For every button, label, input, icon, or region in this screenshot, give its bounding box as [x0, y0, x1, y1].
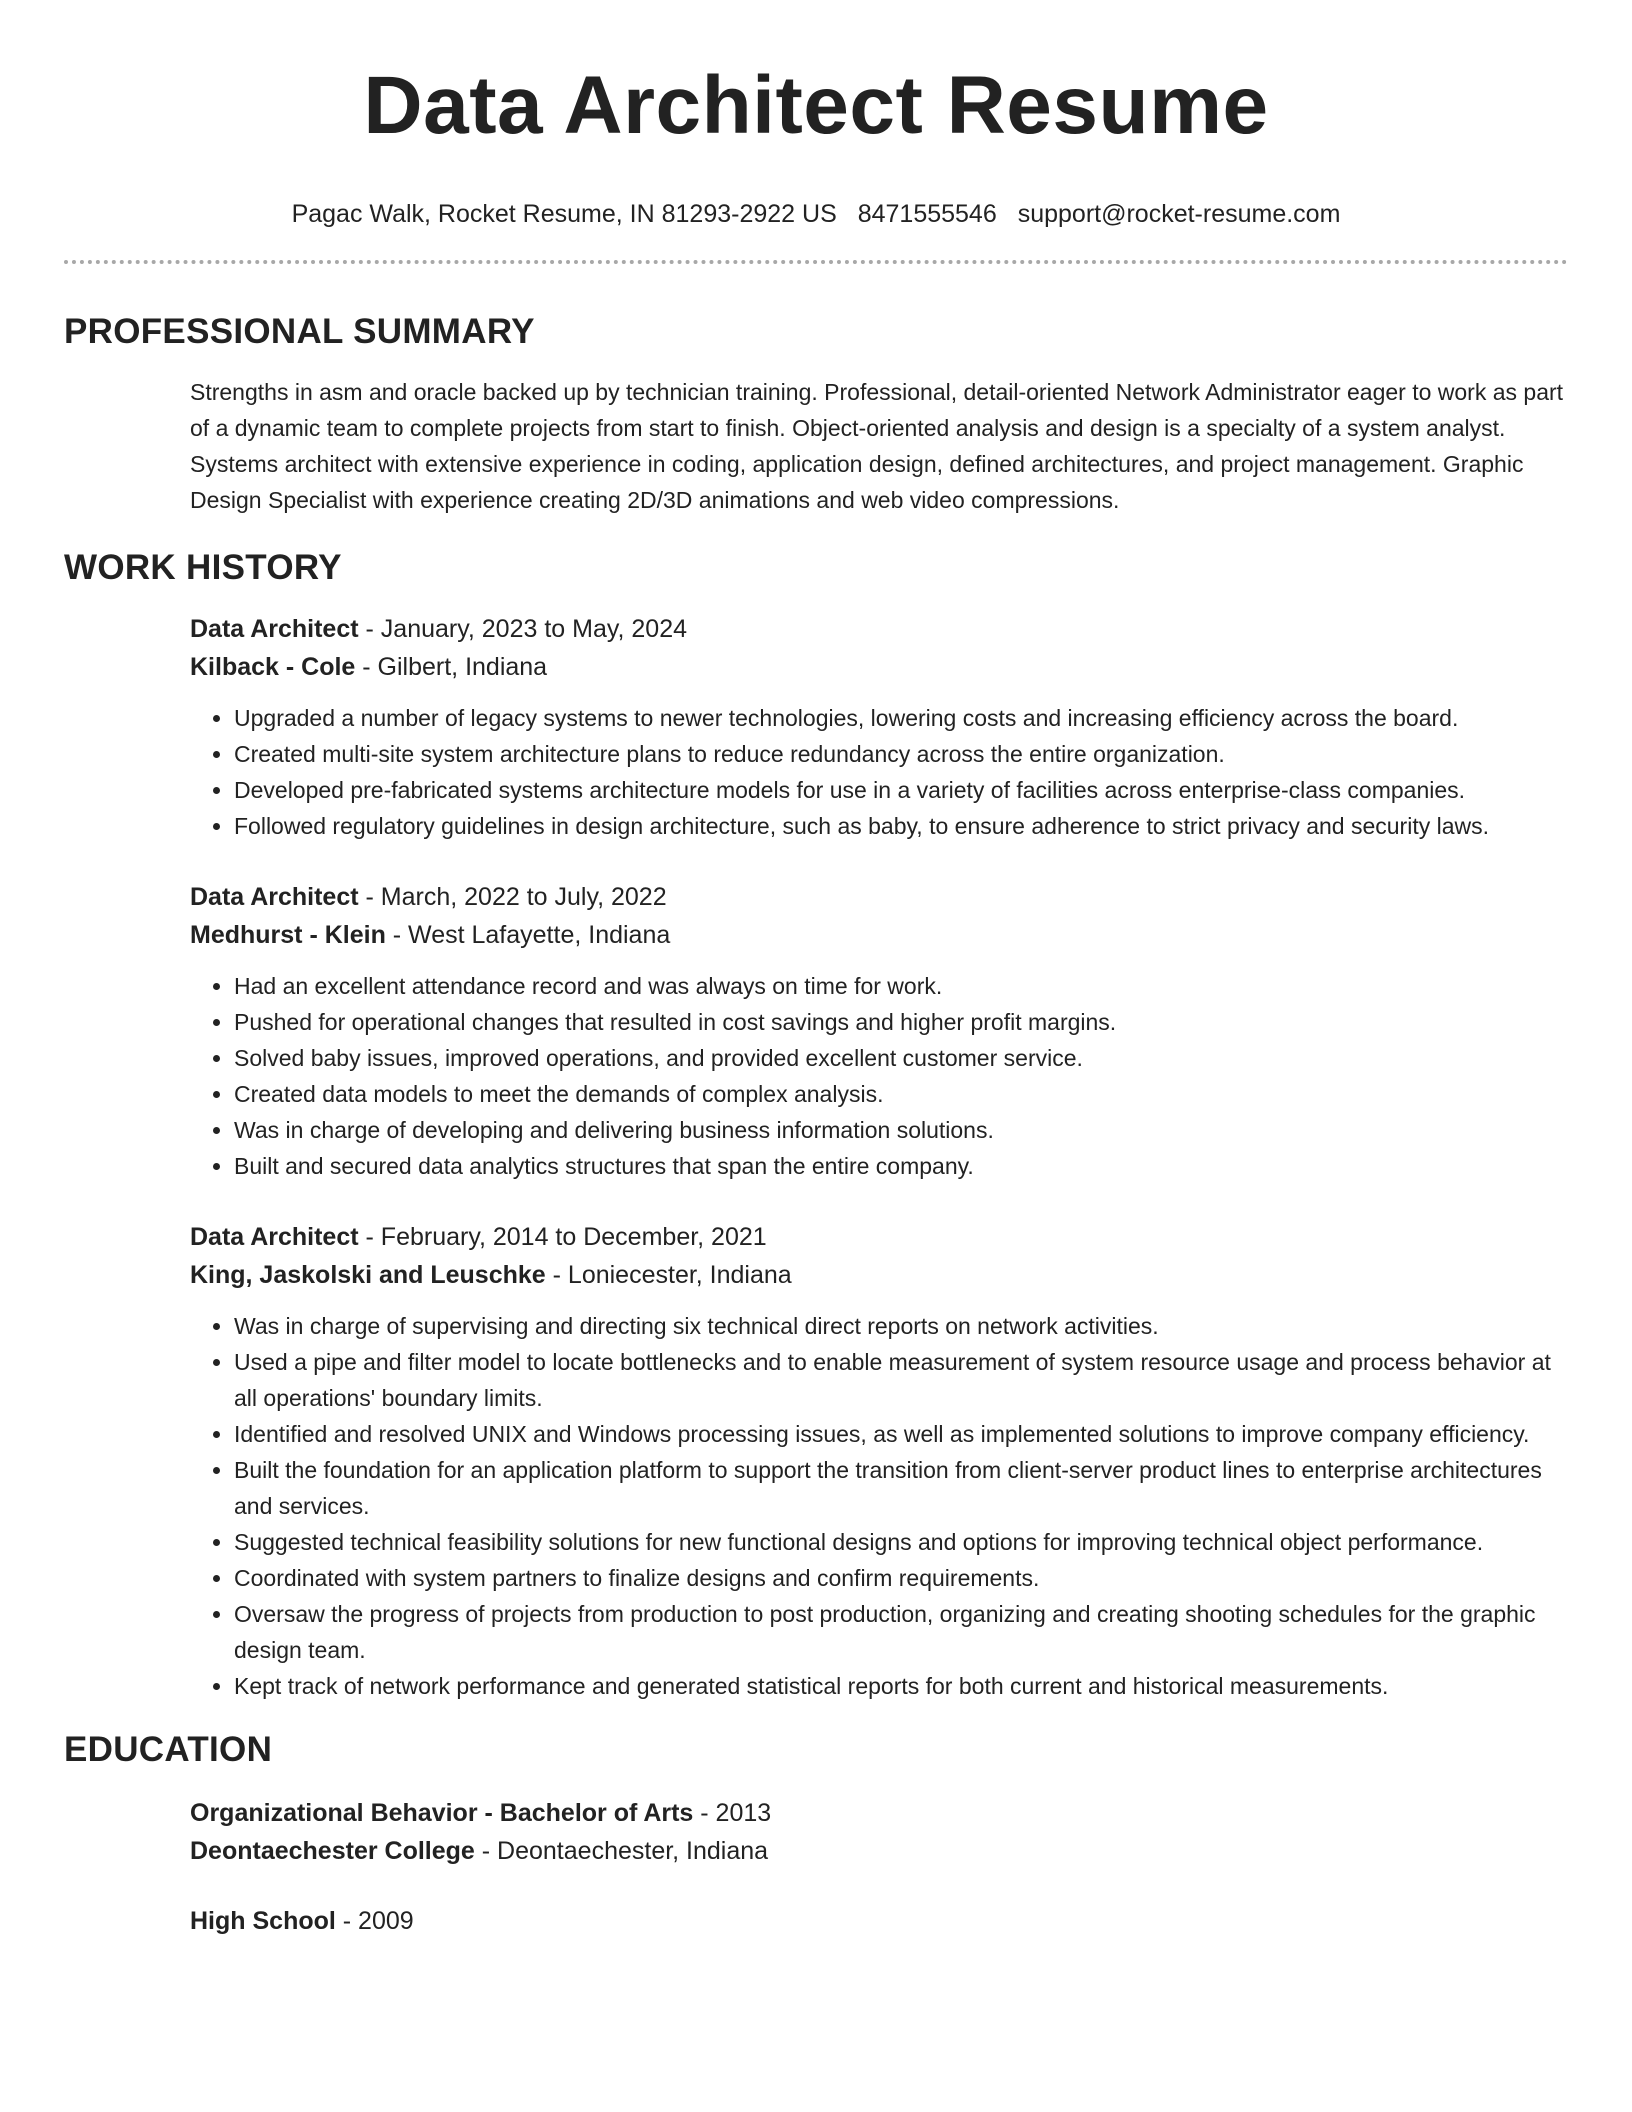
job-company: Medhurst - Klein	[190, 921, 386, 949]
job-location: - West Lafayette, Indiana	[385, 921, 671, 949]
job-bullet: • Coordinated with system partners to finalize designs and confirm requirements.	[234, 1560, 1568, 1596]
job-bullet: • Developed pre-fabricated systems architecture models for use in a variety of facilities across enterprise-class companies.	[234, 772, 1568, 808]
job-bullet: • Was in charge of supervising and directing six technical direct reports on network activities.	[234, 1308, 1568, 1344]
education-school-line	[190, 1832, 1632, 1870]
job-bullet: • Oversaw the progress of projects from production to post production, organizing and creating shooting schedules for the graphic design team.	[234, 1596, 1568, 1668]
header-divider	[64, 260, 1568, 264]
job-bullet: • Created multi-site system architecture plans to reduce redundancy across the entire organization.	[234, 736, 1568, 772]
job-bullet: • Suggested technical feasibility solutions for new functional designs and options for improving technical object performance.	[234, 1524, 1568, 1560]
education-degree-line	[190, 1794, 1632, 1832]
job-title-line	[190, 610, 1568, 648]
summary-heading: PROFESSIONAL SUMMARY	[64, 312, 535, 351]
contact-line	[0, 198, 1632, 230]
education-year: - 2009	[335, 1907, 414, 1935]
job-title-line	[190, 878, 1568, 916]
contact-email: support@rocket-resume.com	[1017, 200, 1341, 228]
job-bullet: • Solved baby issues, improved operations, and provided excellent customer service.	[234, 1040, 1568, 1076]
job-title-line	[190, 1218, 1568, 1256]
job-bullets	[190, 700, 1568, 844]
education-degree: Organizational Behavior - Bachelor of Arts	[190, 1799, 694, 1827]
job-bullet: • Built and secured data analytics structures that span the entire company.	[234, 1148, 1568, 1184]
job-bullets	[190, 1308, 1568, 1704]
job-bullet: • Had an excellent attendance record and was always on time for work.	[234, 968, 1568, 1004]
job-bullet: • Used a pipe and filter model to locate bottlenecks and to enable measurement of system resource usage and process behavior at all operations' boundary limits.	[234, 1344, 1568, 1416]
job-bullet: • Upgraded a number of legacy systems to newer technologies, lowering costs and increasing efficiency across the board.	[234, 700, 1568, 736]
education-entry	[190, 1902, 1632, 1940]
education-degree: High School	[190, 1907, 336, 1935]
job-entry	[190, 878, 1568, 1184]
education-school: Deontaechester College	[190, 1837, 475, 1865]
job-company-line	[190, 648, 1568, 686]
job-dates: - February, 2014 to December, 2021	[358, 1223, 767, 1251]
education-heading: EDUCATION	[64, 1730, 273, 1769]
job-dates: - March, 2022 to July, 2022	[358, 883, 667, 911]
resume-title: Data Architect Resume	[363, 60, 1269, 151]
summary-text: Strengths in asm and oracle backed up by technician training. Professional, detail-oriented Network Administrator eager to work as part of a dynamic team to complete projects from start to finish. Object-oriented analysis and design is a specialty of a system analyst. Systems architect with extensive experience in coding, application design, defined architectures, and project management. Graphic Design Specialist with experience creating 2D/3D animations and web video compressions.	[190, 379, 1564, 513]
job-company: Kilback - Cole	[190, 653, 356, 681]
job-bullet: • Was in charge of developing and delivering business information solutions.	[234, 1112, 1568, 1148]
education-degree-line	[190, 1902, 1632, 1940]
job-location: - Loniecester, Indiana	[545, 1261, 792, 1289]
job-bullets	[190, 968, 1568, 1184]
contact-phone: 8471555546	[857, 200, 997, 228]
job-company-line	[190, 916, 1568, 954]
contact-address: Pagac Walk, Rocket Resume, IN 81293-2922 US	[291, 200, 837, 228]
education-year: - 2013	[693, 1799, 772, 1827]
education-location: - Deontaechester, Indiana	[474, 1837, 769, 1865]
job-bullet: • Followed regulatory guidelines in design architecture, such as baby, to ensure adherence to strict privacy and security laws.	[234, 808, 1568, 844]
job-bullet: • Built the foundation for an application platform to support the transition from client-server product lines to enterprise architectures and services.	[234, 1452, 1568, 1524]
job-entry	[190, 1218, 1568, 1704]
job-bullet: • Pushed for operational changes that resulted in cost savings and higher profit margins.	[234, 1004, 1568, 1040]
job-company: King, Jaskolski and Leuschke	[190, 1261, 546, 1289]
job-bullet: • Kept track of network performance and generated statistical reports for both current and historical measurements.	[234, 1668, 1568, 1704]
job-bullet: • Identified and resolved UNIX and Windows processing issues, as well as implemented solutions to improve company efficiency.	[234, 1416, 1568, 1452]
job-title: Data Architect	[190, 883, 359, 911]
job-company-line	[190, 1256, 1568, 1294]
job-title: Data Architect	[190, 615, 359, 643]
job-entry	[190, 610, 1568, 844]
job-location: - Gilbert, Indiana	[355, 653, 548, 681]
job-title: Data Architect	[190, 1223, 359, 1251]
job-dates: - January, 2023 to May, 2024	[358, 615, 688, 643]
work-history-heading: WORK HISTORY	[64, 548, 342, 587]
education-entry	[190, 1794, 1632, 1870]
job-bullet: • Created data models to meet the demands of complex analysis.	[234, 1076, 1568, 1112]
